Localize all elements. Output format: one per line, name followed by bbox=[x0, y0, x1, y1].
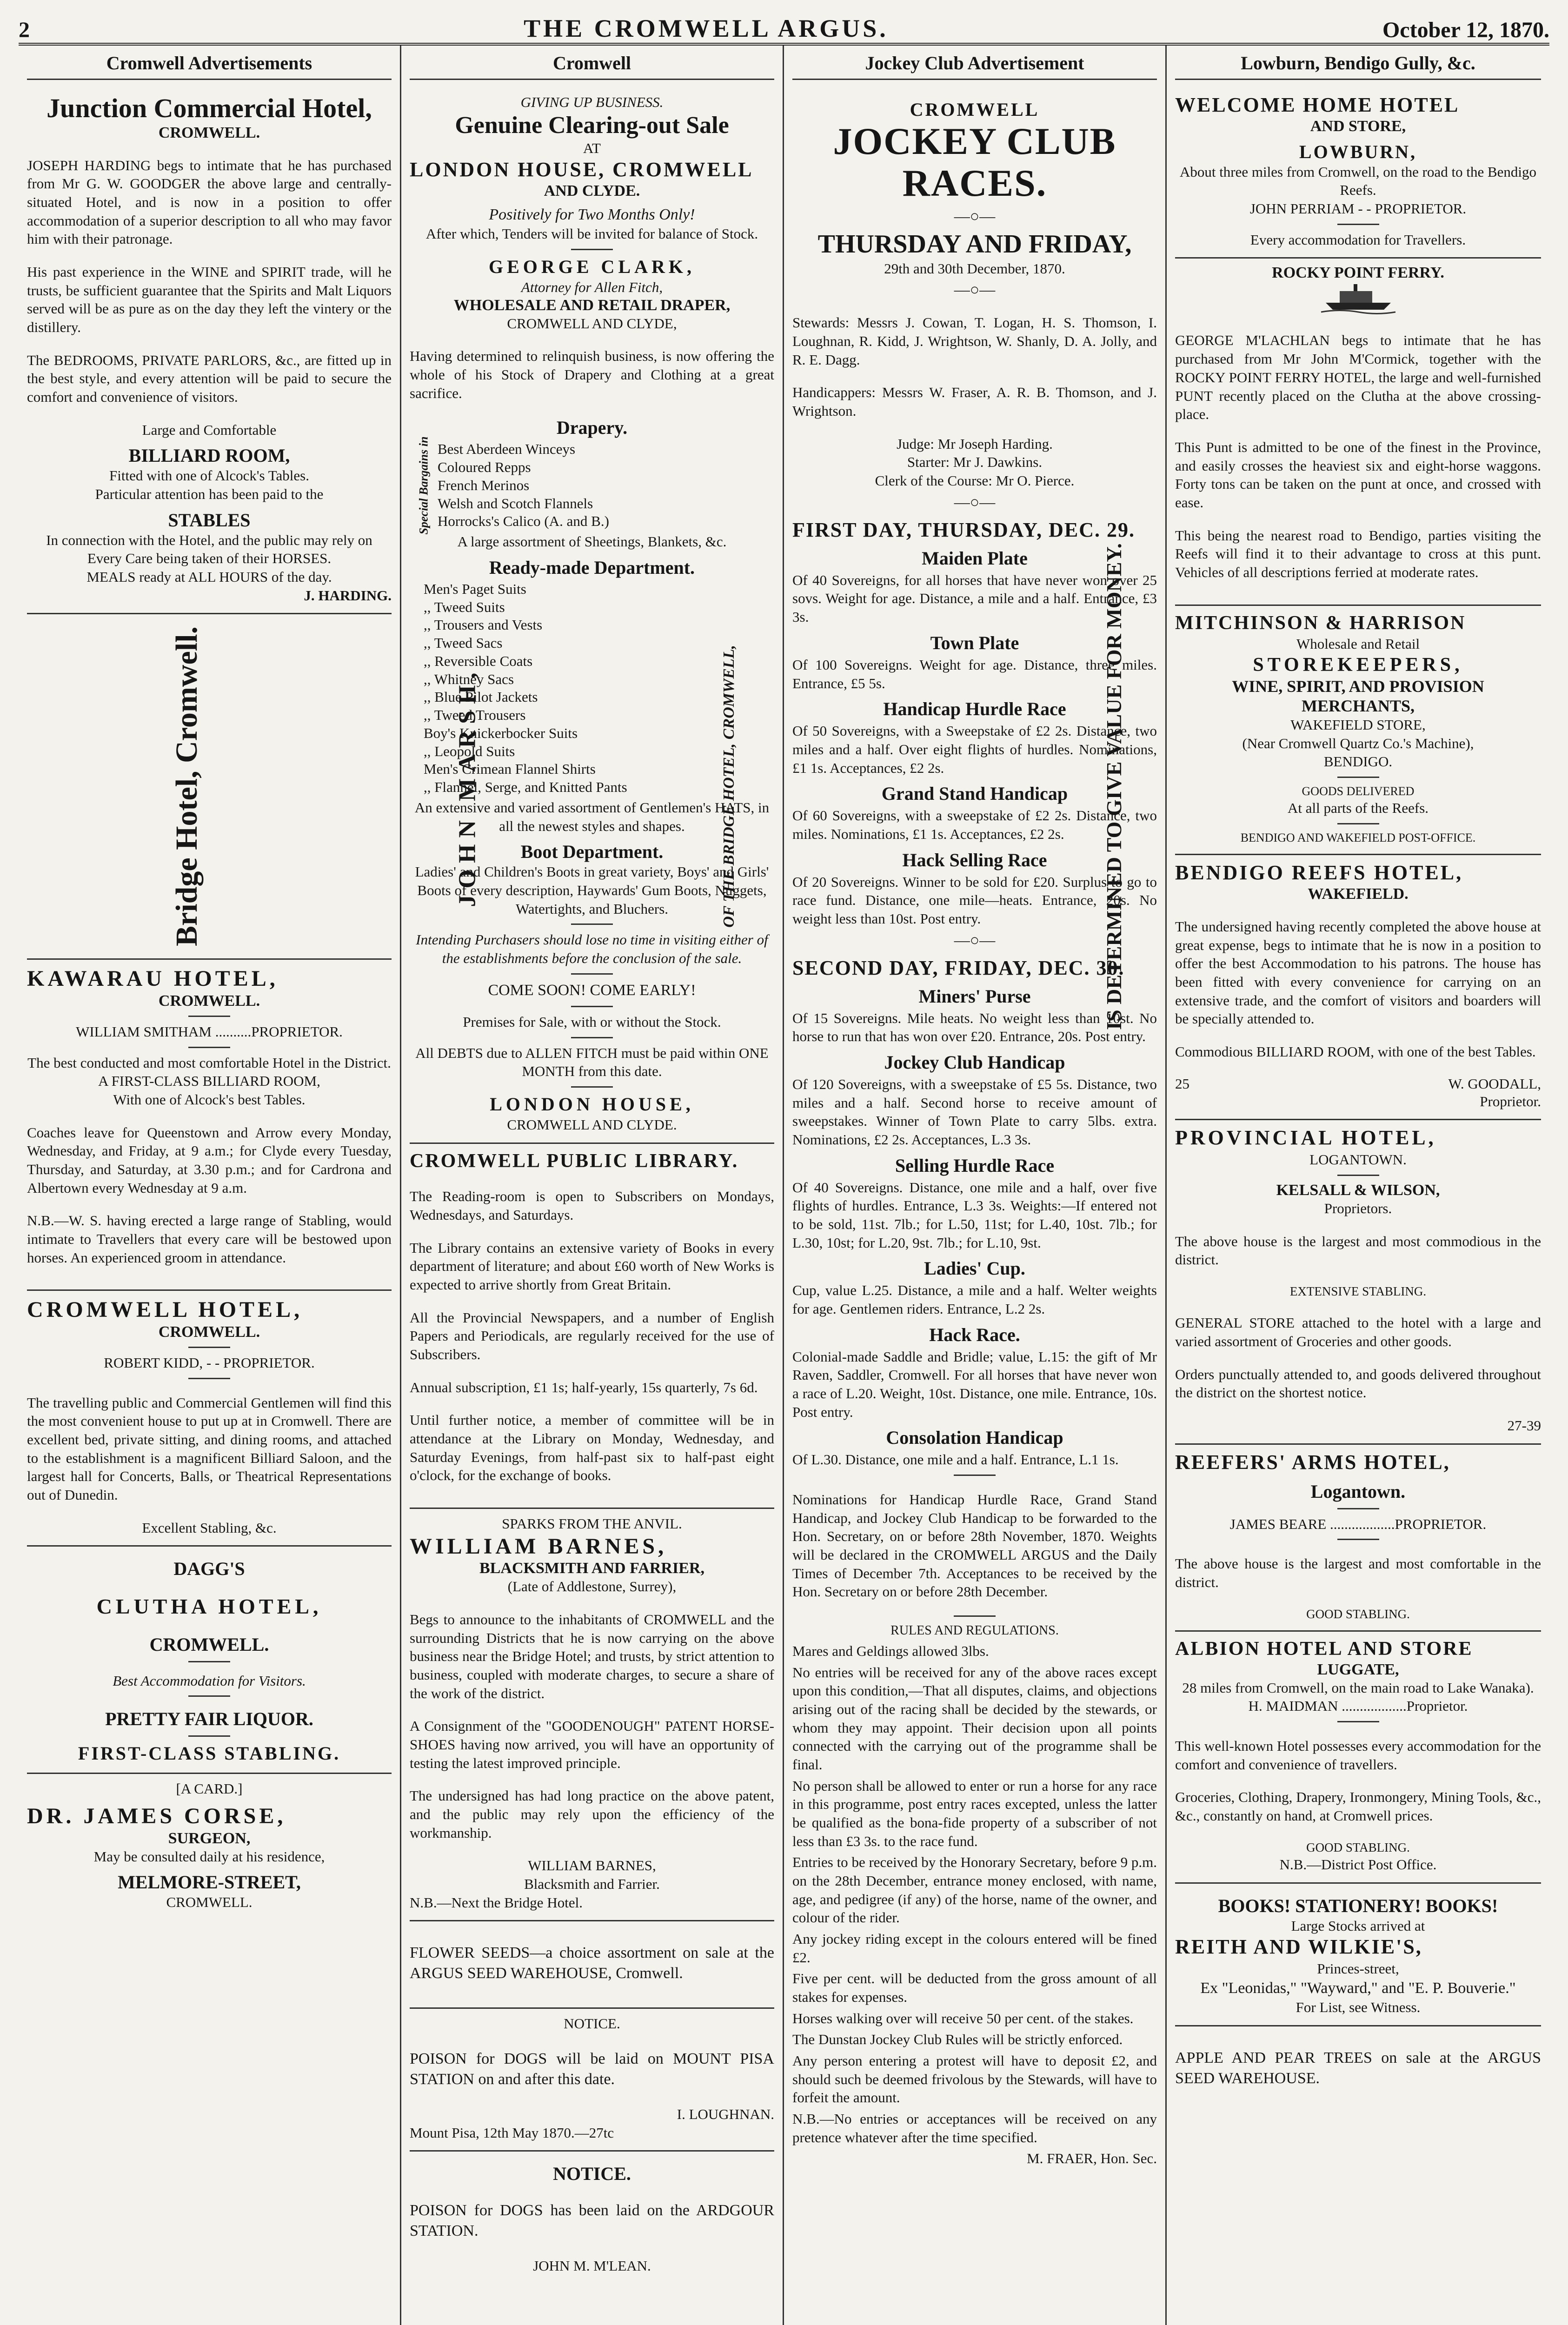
ad-line: At all parts of the Reefs. bbox=[1287, 800, 1429, 817]
divider bbox=[1337, 1508, 1379, 1509]
albion-hotel-ad bbox=[1175, 1632, 1541, 1884]
ad-title: CROMWELL HOTEL, bbox=[27, 1297, 303, 1322]
rule-item: N.B.—No entries or acceptances will be received on any pretence whatever after the time specified. bbox=[792, 2110, 1157, 2146]
ad-line: MEALS ready at ALL HOURS of the day. bbox=[86, 569, 332, 585]
vertical-sub: OF THE BRIDGE HOTEL, CROMWELL, bbox=[720, 645, 737, 928]
rule-item: Entries to be received by the Honorary Secretary, before 9 p.m. on the 28th December, entrance money enclosed, with name, age, and pedigree (if any) of the horse, name of the owner, and colour of the rider. bbox=[792, 1854, 1157, 1926]
ad-line: With one of Alcock's best Tables. bbox=[113, 1091, 306, 1108]
day-heading: SECOND DAY, FRIDAY, DEC. 30. bbox=[792, 956, 1125, 979]
column-header: Cromwell bbox=[410, 46, 774, 80]
column-3 bbox=[784, 46, 1167, 2325]
ornament: —○— bbox=[954, 281, 996, 299]
list-item: ,, Leopold Suits bbox=[424, 743, 515, 759]
ad-line: (Near Cromwell Quartz Co.'s Machine), bbox=[1242, 735, 1474, 751]
column-header: Lowburn, Bendigo Gully, &c. bbox=[1175, 46, 1541, 80]
ornament: —○— bbox=[954, 208, 996, 226]
ad-line: BILLIARD ROOM, bbox=[128, 445, 290, 466]
ad-line: May be consulted daily at his residence, bbox=[93, 1848, 325, 1865]
masthead bbox=[19, 14, 1549, 46]
divider bbox=[571, 1006, 613, 1007]
divider bbox=[188, 1661, 230, 1662]
ad-role: SURGEON, bbox=[168, 1829, 251, 1847]
ad-place: CROMWELL. bbox=[149, 1634, 269, 1655]
ad-line: N.B.—Next the Bridge Hotel. bbox=[410, 1894, 583, 1911]
ad-title: CLUTHA HOTEL, bbox=[96, 1594, 322, 1619]
ad-town: CROMWELL bbox=[910, 99, 1040, 120]
ad-owner: H. MAIDMAN ..................Proprietor. bbox=[1248, 1698, 1468, 1714]
ad-line: Proprietors. bbox=[1324, 1200, 1392, 1216]
jockey-club-ad bbox=[792, 87, 1157, 2176]
ad-line: STABLES bbox=[168, 509, 251, 531]
race-dates: 29th and 30th December, 1870. bbox=[884, 260, 1065, 277]
rules-heading: RULES AND REGULATIONS. bbox=[890, 1623, 1059, 1638]
ad-title: PROVINCIAL HOTEL, bbox=[1175, 1126, 1436, 1149]
ad-place: Logantown. bbox=[1310, 1481, 1406, 1502]
ad-name: REITH AND WILKIE'S, bbox=[1175, 1935, 1422, 1959]
ad-paragraph: Begs to announce to the inhabitants of CROMWELL and the surrounding Districts that he is now carrying on the above business near the Bridge Hotel; and trusts, by strict attention to business, coupled with moderate charges, to secure a share of the work of the district. bbox=[410, 1611, 774, 1701]
apple-trees-ad bbox=[1175, 2026, 1541, 2112]
race-conditions: Of 50 Sovereigns, with a Sweepstake of £2 2s. Distance, two miles and a half. Over eight flights of hurdles. Nominations, £1 1s. Acceptances, £2 2s. bbox=[792, 723, 1157, 776]
ad-line: WHOLESALE AND RETAIL DRAPER, bbox=[453, 296, 731, 314]
race-conditions: Colonial-made Saddle and Bridle; value, L.15: the gift of Mr Raven, Saddler, Cromwell. For all horses that have never won a race of L.20. Weight, 10st. Distance, one mile. Entrance, 10s. Post entry. bbox=[792, 1348, 1157, 1420]
corse-card-ad bbox=[27, 1774, 392, 1920]
race-name: Miners' Purse bbox=[918, 985, 1031, 1007]
ad-place: CROMWELL. bbox=[158, 1323, 260, 1341]
ad-title: BENDIGO REEFS HOTEL, bbox=[1175, 861, 1463, 884]
ad-line: AT bbox=[583, 140, 601, 157]
clearing-sale-ad bbox=[410, 87, 774, 1144]
ad-place: WAKEFIELD. bbox=[1308, 885, 1409, 903]
list-item: ,, Reversible Coats bbox=[424, 652, 533, 669]
ad-line: A large assortment of Sheetings, Blankets, &c. bbox=[457, 533, 727, 550]
divider bbox=[1337, 224, 1379, 225]
list-item: French Merinos bbox=[438, 477, 530, 493]
ad-line: GOOD STABLING. bbox=[1306, 1607, 1410, 1621]
ad-line: All DEBTS due to ALLEN FITCH must be paid within ONE MONTH from this date. bbox=[415, 1044, 769, 1080]
ad-title: DR. JAMES CORSE, bbox=[27, 1803, 286, 1828]
ad-line: Intending Purchasers should lose no time in visiting either of the establishments before the conclusion of the sale. bbox=[416, 931, 768, 966]
ad-line: In connection with the Hotel, and the public may rely on bbox=[46, 531, 372, 548]
race-conditions: Of 15 Sovereigns. Mile heats. No weight less than 10st. No horse to run that has won over £20. Entrance, 20s. Post entry. bbox=[792, 1010, 1157, 1045]
race-days: THURSDAY AND FRIDAY, bbox=[817, 230, 1132, 259]
ad-line: GOOD STABLING. bbox=[1306, 1840, 1410, 1854]
rule-item: Five per cent. will be deducted from the gross amount of all stakes for expenses. bbox=[792, 1970, 1157, 2005]
ad-title: REEFERS' ARMS HOTEL, bbox=[1175, 1450, 1450, 1474]
issue-date: October 12, 1870. bbox=[1382, 18, 1549, 42]
reefers-arms-ad bbox=[1175, 1445, 1541, 1632]
ad-line: Every accommodation for Travellers. bbox=[1250, 231, 1466, 248]
ad-paragraph: His past experience in the WINE and SPIRIT trade, will he trusts, be sufficient guarantee that the Spirits and Malt Liquors served will be as pure as on the day they left the vintery or the distillery. bbox=[27, 264, 392, 336]
junction-hotel-ad bbox=[27, 87, 392, 614]
list-item: Welsh and Scotch Flannels bbox=[438, 495, 593, 512]
ad-title: Genuine Clearing-out Sale bbox=[455, 112, 729, 139]
library-ad bbox=[410, 1144, 774, 1509]
divider bbox=[188, 1016, 230, 1017]
ad-signature: WILLIAM BARNES, bbox=[528, 1857, 656, 1874]
ad-owner: JAMES BEARE ..................PROPRIETOR. bbox=[1229, 1515, 1487, 1532]
divider bbox=[1337, 823, 1379, 824]
ad-line: BENDIGO. bbox=[1323, 753, 1393, 770]
ad-signature: J. HARDING. bbox=[304, 587, 392, 604]
rule-item: Any person entering a protest will have to deposit £2, and should such be deemed frivolous by the Stewards, will have to forfeit the amount. bbox=[792, 2052, 1157, 2106]
column-2 bbox=[401, 46, 784, 2325]
ad-line: Wholesale and Retail bbox=[1296, 635, 1420, 652]
ad-line: FIRST-CLASS STABLING. bbox=[78, 1743, 341, 1764]
race-name: Grand Stand Handicap bbox=[881, 783, 1068, 804]
ad-paragraph: All the Provincial Newspapers, and a number of English Papers and Periodicals, are regularly received for the use of Subscribers. bbox=[410, 1309, 774, 1362]
books-ad bbox=[1175, 1884, 1541, 2026]
section-head: Drapery. bbox=[556, 417, 628, 438]
list-item: Men's Crimean Flannel Shirts bbox=[424, 761, 596, 777]
ad-name: GEORGE CLARK, bbox=[488, 256, 696, 278]
ornament: —○— bbox=[954, 931, 996, 949]
race-name: Maiden Plate bbox=[922, 547, 1028, 569]
ad-paragraph: Handicappers: Messrs W. Fraser, A. R. B. Thomson, and J. Wrightson. bbox=[792, 384, 1157, 419]
divider bbox=[571, 1037, 613, 1038]
mitchinson-harrison-ad bbox=[1175, 606, 1541, 856]
ad-line: AND CLYDE. bbox=[544, 182, 640, 199]
cromwell-hotel-ad bbox=[27, 1291, 392, 1547]
ad-line: (Late of Addlestone, Surrey), bbox=[507, 1578, 677, 1595]
divider bbox=[571, 973, 613, 975]
ad-owner: ROBERT KIDD, - - PROPRIETOR. bbox=[104, 1355, 315, 1371]
list-item: Horrocks's Calico (A. and B.) bbox=[438, 513, 609, 530]
divider bbox=[571, 1086, 613, 1088]
notice-ad bbox=[410, 2009, 774, 2152]
rule-item: Any jockey riding except in the colours entered will be fined £2. bbox=[792, 1930, 1157, 1966]
ad-paragraph: Until further notice, a member of committee will be in attendance at the Library on Monday, Wednesday, and Saturday Evenings, from half-past six to half-past eight o'clock, for the exchange of books. bbox=[410, 1412, 774, 1484]
race-conditions: Of 40 Sovereigns. Distance, one mile and a half, over five flights of hurdles. Entrance, L.3 3s. Weights:—If entered not to be sold, 11st. 7lb.; for L.50, 11st; for L.40, 10st. 7lb.; for L.30, 10st; for L.20, 9st. 7lb.; for L.10, 9st. bbox=[792, 1179, 1157, 1251]
race-name: Hack Race. bbox=[929, 1324, 1020, 1345]
ad-line: COME SOON! COME EARLY! bbox=[488, 981, 696, 999]
vertical-name: JOHN MARSH, bbox=[454, 666, 481, 907]
divider bbox=[571, 249, 613, 250]
ad-title: Junction Commercial Hotel, bbox=[47, 93, 372, 123]
list-item: ,, Trousers and Vests bbox=[424, 617, 543, 633]
ad-title: BOOKS! STATIONERY! BOOKS! bbox=[1218, 1895, 1498, 1916]
ad-line: GOODS DELIVERED bbox=[1302, 784, 1415, 798]
notice-ad bbox=[410, 2152, 774, 2284]
ad-owner: JOHN PERRIAM - - PROPRIETOR. bbox=[1249, 200, 1467, 217]
page-number: 2 bbox=[19, 18, 30, 42]
ad-paragraph: The Library contains an extensive variety of Books in every department of literature; and about £60 worth of New Works is expected to arrive shortly from Great Britain. bbox=[410, 1239, 774, 1293]
race-name: Hack Selling Race bbox=[902, 849, 1047, 870]
ad-kicker: SPARKS FROM THE ANVIL. bbox=[502, 1515, 682, 1532]
column-header: Cromwell Advertisements bbox=[27, 46, 392, 80]
ad-line: Every Care being taken of their HORSES. bbox=[87, 550, 332, 567]
ad-line: CROMWELL AND CLYDE, bbox=[507, 315, 677, 332]
ad-line: Excellent Stabling, &c. bbox=[142, 1519, 277, 1536]
ad-paragraph: This being the nearest road to Bendigo, parties visiting the Reefs will find it to their advantage to cross at this punt. Vehicles of all descriptions ferried at moderate rates. bbox=[1175, 527, 1541, 580]
list-item: ,, Flannel, Serge, and Knitted Pants bbox=[424, 779, 627, 796]
race-name: Handicap Hurdle Race bbox=[883, 698, 1066, 720]
ad-line: Clerk of the Course: Mr O. Pierce. bbox=[875, 472, 1075, 489]
race-conditions: Of 100 Sovereigns. Weight for age. Distance, three miles. Entrance, £5 5s. bbox=[792, 656, 1157, 691]
ad-paragraph: APPLE AND PEAR TREES on sale at the ARGUS SEED WAREHOUSE. bbox=[1175, 2049, 1541, 2087]
ad-title: ROCKY POINT FERRY. bbox=[1272, 264, 1444, 282]
day-heading: FIRST DAY, THURSDAY, DEC. 29. bbox=[792, 518, 1135, 541]
ad-line: Attorney for Allen Fitch, bbox=[521, 279, 663, 296]
ad-line: WAKEFIELD STORE, bbox=[1290, 717, 1426, 733]
ad-line: Ladies' and Children's Boots in great variety, Boys' and Girls' Boots of every description, Haywards' Gum Boots, Nuggets, Watertights, and Bluchers. bbox=[415, 864, 769, 917]
ad-paragraph: Nominations for Handicap Hurdle Race, Grand Stand Handicap, and Jockey Club Handicap to be forwarded to the Hon. Secretary, on or before 28th November, 1870. Weights will be declared in the CROMWELL ARGUS and the Daily Times of December 7th. Acceptances to be received by the Hon. Secretary on or before 28th December. bbox=[792, 1491, 1157, 1600]
ad-paragraph: The undersigned has had long practice on the above patent, and the public may rely upon the efficiency of the workmanship. bbox=[410, 1787, 774, 1841]
ad-line: An extensive and varied assortment of Gentlemen's HATS, in all the newest styles and shapes. bbox=[414, 799, 770, 834]
side-note: Special Bargains in bbox=[417, 436, 430, 535]
ad-number: 25 bbox=[1175, 1075, 1189, 1092]
ad-title: JOCKEY CLUB RACES. bbox=[833, 120, 1116, 205]
seeds-ad bbox=[410, 1921, 774, 2009]
ad-signature: JOHN M. M'LEAN. bbox=[533, 2258, 651, 2274]
provincial-hotel-ad bbox=[1175, 1120, 1541, 1444]
ad-line: Judge: Mr Joseph Harding. bbox=[897, 435, 1053, 452]
rule-item: The Dunstan Jockey Club Rules will be strictly enforced. bbox=[792, 2031, 1123, 2048]
ad-line: After which, Tenders will be invited for balance of Stock. bbox=[425, 226, 758, 242]
list-item: Men's Paget Suits bbox=[424, 580, 526, 597]
ad-paragraph: GENERAL STORE attached to the hotel with a large and varied assortment of Groceries and other goods. bbox=[1175, 1315, 1541, 1350]
ad-paragraph: Orders punctually attended to, and goods delivered throughout the district on the shortest notice. bbox=[1175, 1366, 1541, 1401]
divider bbox=[1337, 1539, 1379, 1540]
ad-paragraph: JOSEPH HARDING begs to intimate that he has purchased from Mr G. W. GOODGER the above large and centrally-situated Hotel, and is now in a position to offer accommodation of a superior description to all who may favor him with their patronage. bbox=[27, 157, 392, 247]
ad-title: KAWARAU HOTEL, bbox=[27, 966, 279, 991]
ad-kicker: GIVING UP BUSINESS. bbox=[520, 94, 664, 110]
ad-signature-row bbox=[1175, 1076, 1541, 1092]
ad-line: For List, see Witness. bbox=[1296, 1999, 1421, 2016]
ad-line: Fitted with one of Alcock's Tables. bbox=[109, 467, 309, 484]
ad-paragraph: The BEDROOMS, PRIVATE PARLORS, &c., are fitted up in the best style, and every attention will be paid to secure the comfort and convenience of visitors. bbox=[27, 352, 392, 405]
ad-line: Large Stocks arrived at bbox=[1291, 1917, 1425, 1934]
ad-paragraph: This Punt is admitted to be one of the finest in the Province, and easily crosses the heaviest six and eight-horse waggons. Forty tons can be taken on the punt at once, and crossed with ease. bbox=[1175, 438, 1541, 511]
ad-line: CROMWELL. bbox=[166, 1894, 252, 1911]
ad-line: PRETTY FAIR LIQUOR. bbox=[105, 1708, 313, 1730]
ad-signature: W. GOODALL, bbox=[1448, 1075, 1541, 1092]
list-item: Boy's Knickerbocker Suits bbox=[424, 724, 578, 741]
drapery-list bbox=[438, 440, 609, 531]
list-item: ,, Tweed Trousers bbox=[424, 707, 526, 724]
column-4 bbox=[1167, 46, 1549, 2325]
ad-pre: DAGG'S bbox=[173, 1558, 245, 1580]
ferry-icon bbox=[1175, 282, 1541, 317]
ad-line: AND STORE, bbox=[1310, 117, 1406, 135]
rules-list bbox=[792, 1642, 1157, 2146]
ad-line: A FIRST-CLASS BILLIARD ROOM, bbox=[98, 1073, 320, 1089]
ad-paragraph: Annual subscription, £1 1s; half-yearly, 15s quarterly, 7s 6d. bbox=[410, 1379, 758, 1395]
ad-place: CROMWELL. bbox=[158, 992, 260, 1010]
ad-tag: [A CARD.] bbox=[176, 1780, 243, 1797]
list-item: ,, Blue Pilot Jackets bbox=[424, 689, 538, 705]
ad-paragraph: POISON for DOGS has been laid on the ARDGOUR STATION. bbox=[410, 2202, 774, 2239]
ad-line: The best conducted and most comfortable Hotel in the District. bbox=[27, 1054, 391, 1071]
ad-paragraph: N.B.—W. S. having erected a large range of Stabling, would intimate to Travellers that every care will be bestowed upon horses. An experienced groom in attendance. bbox=[27, 1212, 392, 1266]
section-head: Boot Department. bbox=[520, 841, 664, 863]
ad-paragraph: The undersigned having recently completed the above house at great expense, begs to intimate that he is now in a position to offer the best Accommodation to his patrons. The house has been fitted with every convenience for carrying on an extensive trade, and the comfort of visitors and boarders will be specially attended to. bbox=[1175, 918, 1541, 1027]
ad-paragraph: Stewards: Messrs J. Cowan, T. Logan, H. S. Thomson, I. Loughnan, R. Kidd, J. Wrightson, W. Shanly, D. A. Jolly, and R. E. Dagg. bbox=[792, 314, 1157, 368]
ad-signature: Proprietor. bbox=[1480, 1093, 1541, 1109]
race-conditions: Of 120 Sovereigns, with a sweepstake of £5 5s. Distance, two miles and a half. Second horse to receive amount of sweepstakes. Winner of Town Plate to carry 5lbs. extra. Nominations, £2 2s. Acceptances, L.3 3s. bbox=[792, 1076, 1157, 1148]
ad-paragraph: Coaches leave for Queenstown and Arrow every Monday, Wednesday, and Friday, at 9 a.m.; for Clyde every Tuesday, Thursday, and Saturday, at 3.30 p.m.; and for Cardrona and Albertown every Wednesday at 9 a.m. bbox=[27, 1124, 392, 1196]
ad-line: BLACKSMITH AND FARRIER, bbox=[479, 1560, 704, 1577]
race-name: Town Plate bbox=[930, 632, 1019, 653]
ad-place: LOGANTOWN. bbox=[1309, 1151, 1407, 1168]
columns bbox=[19, 46, 1549, 2325]
ad-line: BENDIGO AND WAKEFIELD POST-OFFICE. bbox=[1240, 830, 1476, 844]
bendigo-reefs-ad bbox=[1175, 855, 1541, 1120]
race-conditions: Of 60 Sovereigns, with a sweepstake of £2 2s. Distance, two miles. Nominations, £1 1s. Acceptances, £2 2s. bbox=[792, 807, 1157, 842]
ad-paragraph: Groceries, Clothing, Drapery, Ironmongery, Mining Tools, &c., &c., constantly on hand, at Cromwell prices. bbox=[1175, 1789, 1541, 1824]
ad-paragraph: A Consignment of the "GOODENOUGH" PATENT HORSE-SHOES having now arrived, you will have an opportunity of testing the latest improved principle. bbox=[410, 1718, 774, 1771]
ad-line: 28 miles from Cromwell, on the main road to Lake Wanaka). bbox=[1182, 1679, 1534, 1696]
ad-title: NOTICE. bbox=[564, 2015, 620, 2032]
ad-paragraph: GEORGE M'LACHLAN begs to intimate that he has purchased from Mr John M'Cormick, together with the ROCKY POINT FERRY HOTEL, the large and well-furnished PUNT recently placed on the Clutha at the above crossing-place. bbox=[1175, 332, 1541, 423]
divider bbox=[1337, 1175, 1379, 1176]
ad-place: LOWBURN, bbox=[1299, 141, 1417, 162]
ad-owners: KELSALL & WILSON, bbox=[1276, 1181, 1440, 1199]
ad-paragraph: FLOWER SEEDS—a choice assortment on sale at the ARGUS SEED WAREHOUSE, Cromwell. bbox=[410, 1944, 774, 1982]
ad-line: Best Accommodation for Visitors. bbox=[113, 1672, 306, 1689]
race-conditions: Of L.30. Distance, one mile and a half. Entrance, L.1 1s. bbox=[792, 1451, 1119, 1468]
race-name: Ladies' Cup. bbox=[924, 1258, 1025, 1279]
ad-line: CROMWELL AND CLYDE. bbox=[507, 1116, 677, 1133]
race-name: Consolation Handicap bbox=[886, 1427, 1063, 1448]
ad-paragraph: POISON for DOGS will be laid on MOUNT PISA STATION on and after this date. bbox=[410, 2050, 774, 2088]
ad-paragraph: Commodious BILLIARD ROOM, with one of the best Tables. bbox=[1175, 1043, 1536, 1060]
divider bbox=[571, 923, 613, 925]
divider bbox=[954, 1475, 996, 1476]
ad-signature: Blacksmith and Farrier. bbox=[524, 1875, 660, 1892]
divider bbox=[188, 1047, 230, 1048]
barnes-ad bbox=[410, 1509, 774, 1921]
ad-line: MELMORE-STREET, bbox=[118, 1872, 301, 1893]
ad-line: Ex "Leonidas," "Wayward," and "E. P. Bouverie." bbox=[1200, 1979, 1516, 1997]
divider bbox=[188, 1347, 230, 1348]
ad-paragraph: The travelling public and Commercial Gentlemen will find this the most convenient house to put up at in Cromwell. There are excellent bed, private sitting, and dining rooms, and attached to the establishment is a magnificent Billiard Saloon, and the largest hall for Concerts, Balls, or Theatrical Representations out of Dunedin. bbox=[27, 1394, 392, 1503]
ad-paragraph: The above house is the largest and most comfortable in the district. bbox=[1175, 1555, 1541, 1590]
divider bbox=[1337, 1721, 1379, 1722]
ad-line: Mount Pisa, 12th May 1870.—27tc bbox=[410, 2124, 614, 2141]
ad-paragraph: The Reading-room is open to Subscribers on Mondays, Wednesdays, and Saturdays. bbox=[410, 1188, 774, 1223]
ad-line: EXTENSIVE STABLING. bbox=[1289, 1284, 1427, 1298]
newspaper-title: THE CROMWELL ARGUS. bbox=[524, 14, 889, 42]
ad-line: Princes-street, bbox=[1317, 1960, 1399, 1977]
ad-title: MITCHINSON & HARRISON bbox=[1175, 612, 1466, 634]
ad-line: Positively for Two Months Only! bbox=[489, 206, 695, 223]
ad-title: WILLIAM BARNES, bbox=[410, 1534, 667, 1559]
ad-line: Large and Comfortable bbox=[142, 421, 277, 438]
ad-line: Premises for Sale, with or without the Stock. bbox=[463, 1014, 721, 1030]
ad-paragraph: Having determined to relinquish business, is now offering the whole of his Stock of Drapery and Clothing at a great sacrifice. bbox=[410, 348, 774, 401]
ad-line: STOREKEEPERS, bbox=[1253, 654, 1463, 676]
ad-paragraph: The above house is the largest and most commodious in the district. bbox=[1175, 1233, 1541, 1268]
vertical-title: Bridge Hotel, Cromwell. bbox=[169, 626, 204, 947]
ad-owner: WILLIAM SMITHAM ..........PROPRIETOR. bbox=[76, 1023, 343, 1040]
list-item: Best Aberdeen Winceys bbox=[438, 441, 576, 458]
race-name: Jockey Club Handicap bbox=[884, 1051, 1065, 1073]
race-name: Selling Hurdle Race bbox=[895, 1155, 1055, 1176]
ad-line: WINE, SPIRIT, AND PROVISION MERCHANTS, bbox=[1232, 677, 1484, 715]
clutha-hotel-ad bbox=[27, 1547, 392, 1774]
divider bbox=[954, 1615, 996, 1617]
day2-races bbox=[792, 985, 1157, 1469]
ad-title: NOTICE. bbox=[553, 2163, 631, 2185]
ad-house: LONDON HOUSE, CROMWELL bbox=[410, 158, 754, 181]
list-item: ,, Tweed Sacs bbox=[424, 635, 503, 651]
ad-title: CROMWELL PUBLIC LIBRARY. bbox=[410, 1150, 739, 1172]
rule-item: No entries will be received for any of the above races except upon this condition,—That all disputes, claims, and objections arising out of the racing shall be decided by the stewards, or whom they may appoint. Their decision upon all points connected with the carrying out of the programme shall be final. bbox=[792, 1664, 1157, 1773]
rocky-point-ferry-ad bbox=[1175, 259, 1541, 605]
rule-item: Mares and Geldings allowed 3lbs. bbox=[792, 1642, 989, 1659]
race-conditions: Of 20 Sovereigns. Winner to be sold for £20. Surplus to go to race fund. Distance, one mile—heats. Entrance, 20s. No weight less than 10st. Post entry. bbox=[792, 873, 1157, 927]
race-conditions: Cup, value L.25. Distance, a mile and a half. Welter weights for age. Gentlemen riders. Entrance, L.2 2s. bbox=[792, 1282, 1157, 1317]
divider bbox=[188, 1735, 230, 1737]
ad-number: 27-39 bbox=[1507, 1417, 1541, 1434]
section-head: Ready-made Department. bbox=[489, 557, 695, 578]
list-item: ,, Tweed Suits bbox=[424, 598, 505, 615]
ad-title: ALBION HOTEL AND STORE bbox=[1175, 1638, 1473, 1660]
vertical-slogan: IS DETERMINED TO GIVE VALUE FOR MONEY. bbox=[1102, 543, 1126, 1030]
drapery-block bbox=[410, 436, 774, 535]
ad-line: N.B.—District Post Office. bbox=[1279, 1856, 1437, 1873]
ad-signature: M. FRAER, Hon. Sec. bbox=[1027, 2150, 1157, 2167]
list-item: Coloured Repps bbox=[438, 459, 531, 476]
ad-line: About three miles from Cromwell, on the road to the Bendigo Reefs. bbox=[1179, 163, 1537, 199]
ad-place: LUGGATE, bbox=[1317, 1661, 1399, 1678]
list-item: ,, Whitney Sacs bbox=[424, 671, 514, 687]
ad-footer: LONDON HOUSE, bbox=[490, 1094, 694, 1115]
divider bbox=[1337, 777, 1379, 778]
rule-item: No person shall be allowed to enter or run a horse for any race in this programme, post entry races excepted, unless the latter be qualified as the bona-fide property of a subscriber of not less than £3 3s. to the race fund. bbox=[792, 1777, 1157, 1849]
divider bbox=[188, 1378, 230, 1379]
ad-signature: I. LOUGHNAN. bbox=[677, 2106, 774, 2123]
rule-item: Horses walking over will receive 50 per cent. of the stakes. bbox=[792, 2010, 1134, 2026]
ad-line: Particular attention has been paid to the bbox=[95, 486, 324, 503]
ad-line: Starter: Mr J. Dawkins. bbox=[907, 454, 1043, 471]
ad-paragraph: This well-known Hotel possesses every accommodation for the comfort and convenience of travellers. bbox=[1175, 1737, 1541, 1773]
race-conditions: Of 40 Sovereigns, for all horses that have never won over 25 sovs. Weight for age. Distance, a mile and a half. Entrance, £3 3s. bbox=[792, 571, 1157, 625]
ornament: —○— bbox=[954, 493, 996, 511]
kawarau-hotel-ad bbox=[27, 960, 392, 1291]
ad-place: CROMWELL. bbox=[158, 124, 260, 141]
divider bbox=[188, 1695, 230, 1697]
column-header: Jockey Club Advertisement bbox=[792, 46, 1157, 80]
ad-title: WELCOME HOME HOTEL bbox=[1175, 93, 1460, 116]
welcome-home-ad bbox=[1175, 87, 1541, 259]
